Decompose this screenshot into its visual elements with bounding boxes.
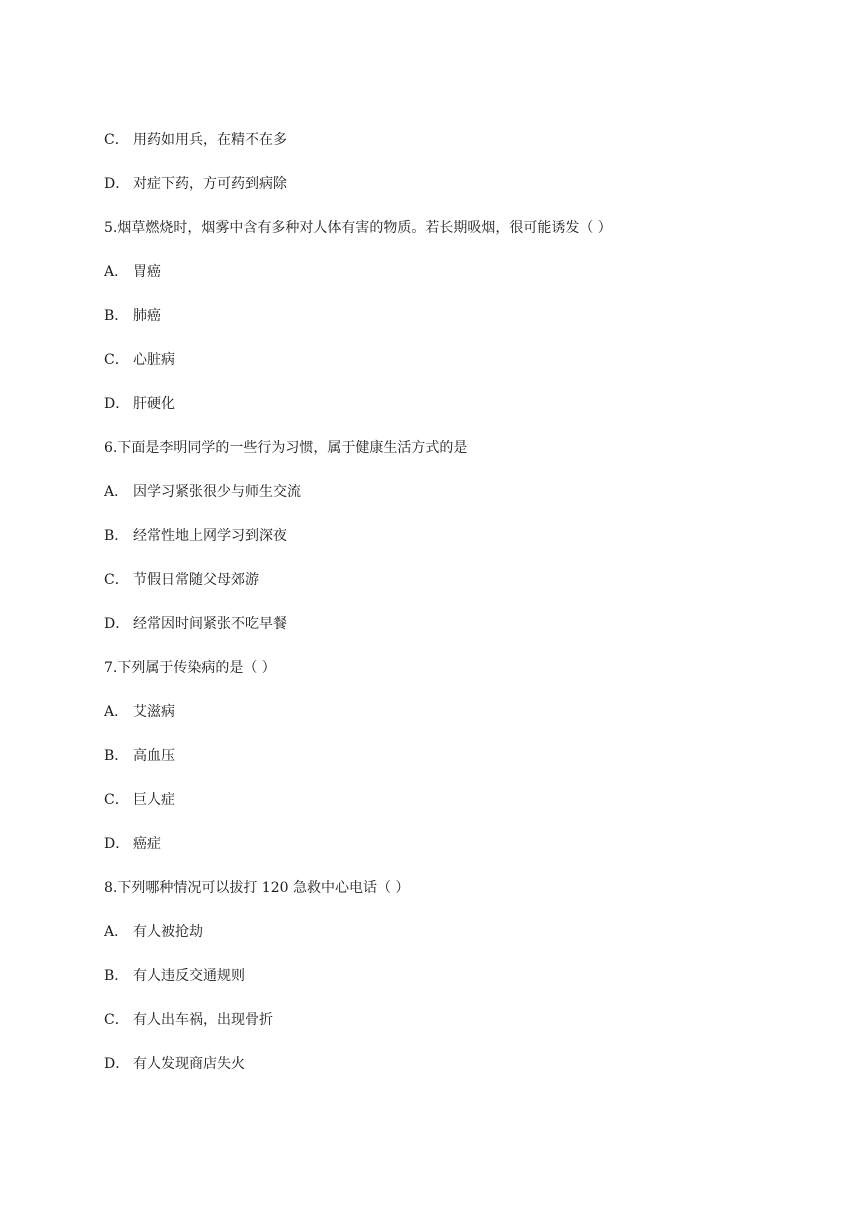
question-5: 5.烟草燃烧时，烟雾中含有多种对人体有害的物质。若长期吸烟，很可能诱发（ ） [104, 220, 612, 236]
option-d [104, 1054, 245, 1074]
option-text: 有人发现商店失火 [133, 1056, 245, 1072]
option-letter: D． [104, 176, 130, 192]
option-letter: D． [104, 396, 130, 412]
option-letter: A． [104, 264, 129, 280]
option-b [104, 966, 245, 986]
option-b [104, 746, 175, 766]
option-letter: D． [104, 616, 130, 632]
option-text: 对症下药，方可药到病除 [133, 176, 287, 192]
option-letter: D． [104, 836, 130, 852]
option-letter: C． [104, 132, 129, 148]
option-text: 有人出车祸，出现骨折 [133, 1012, 273, 1028]
option-a [104, 702, 175, 722]
option-text: 巨人症 [133, 792, 175, 808]
question-6: 6.下面是李明同学的一些行为习惯，属于健康生活方式的是 [104, 440, 468, 456]
option-text: 高血压 [133, 748, 175, 764]
option-text: 用药如用兵，在精不在多 [133, 132, 287, 148]
option-letter: C． [104, 1012, 129, 1028]
option-text: 有人被抢劫 [133, 924, 203, 940]
option-text: 肝硬化 [133, 396, 175, 412]
option-d [104, 174, 287, 194]
option-text: 经常因时间紧张不吃早餐 [133, 616, 287, 632]
option-letter: B． [104, 308, 129, 324]
option-text: 胃癌 [133, 264, 161, 280]
question-8: 8.下列哪种情况可以拔打 120 急救中心电话（ ） [104, 880, 410, 896]
option-b [104, 306, 161, 326]
option-text: 心脏病 [133, 352, 175, 368]
option-a [104, 262, 161, 282]
option-text: 有人违反交通规则 [133, 968, 245, 984]
option-c [104, 130, 287, 150]
option-letter: B． [104, 748, 129, 764]
option-letter: C． [104, 792, 129, 808]
option-letter: C． [104, 572, 129, 588]
option-text: 艾滋病 [133, 704, 175, 720]
option-d [104, 614, 287, 634]
option-c [104, 1010, 273, 1030]
option-text: 癌症 [133, 836, 161, 852]
option-a [104, 922, 203, 942]
option-d [104, 834, 161, 854]
option-letter: B． [104, 968, 129, 984]
option-letter: A． [104, 924, 129, 940]
option-text: 因学习紧张很少与师生交流 [133, 484, 301, 500]
option-letter: A． [104, 704, 129, 720]
option-text: 肺癌 [133, 308, 161, 324]
option-text: 节假日常随父母郊游 [133, 572, 259, 588]
option-c [104, 350, 175, 370]
option-c [104, 570, 259, 590]
option-letter: A． [104, 484, 129, 500]
option-letter: D． [104, 1056, 130, 1072]
option-d [104, 394, 175, 414]
option-a [104, 482, 301, 502]
option-c [104, 790, 175, 810]
option-letter: B． [104, 528, 129, 544]
question-7: 7.下列属于传染病的是（ ） [104, 660, 276, 676]
option-letter: C． [104, 352, 129, 368]
option-b [104, 526, 287, 546]
option-text: 经常性地上网学习到深夜 [133, 528, 287, 544]
